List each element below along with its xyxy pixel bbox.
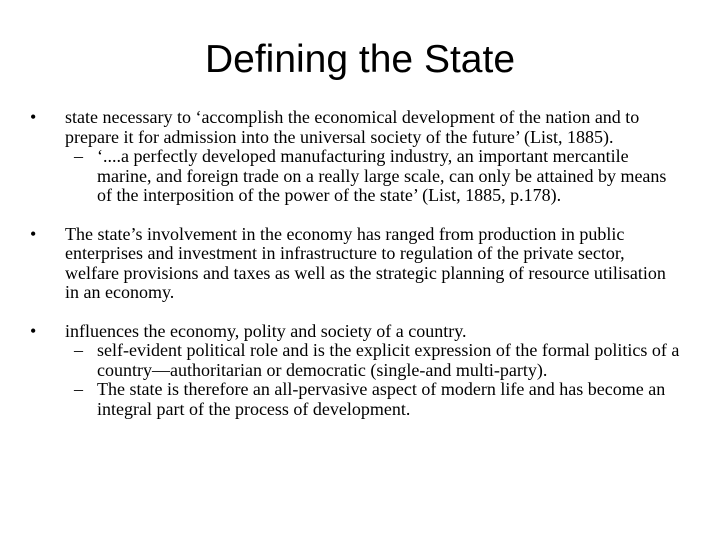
bullet-text: The state’s involvement in the economy has ranged from production in public enterprises and investment in infrastructure to regulation of the private sector, welfare provisions and taxes as well as the strategic planning of resource utilisation in an economy. [65,223,666,302]
spacer [30,303,680,322]
bullet-item [30,322,680,342]
sub-bullet-marker: – [74,379,83,399]
slide-body [30,108,680,419]
bullet-text: state necessary to ‘accomplish the economical development of the nation and to prepare it for admission into the universal society of the future’ (List, 1885). [65,107,640,147]
sub-bullet-item [65,380,680,419]
sub-bullet-text: self-evident political role and is the explicit expression of the formal politics of a country—authoritarian or democratic (single-and multi-party). [97,340,680,380]
bullet-item [30,225,680,303]
sub-bullet-marker: – [74,146,83,166]
bullet-marker: • [30,107,37,127]
bullet-text: influences the economy, polity and society of a country. [65,320,467,341]
sub-bullet-item [65,341,680,380]
sub-bullet-marker: – [74,340,83,360]
bullet-marker: • [30,320,37,341]
bullet-item [30,108,680,147]
sub-bullet-text: The state is therefore an all-pervasive aspect of modern life and has become an integral part of the process of development. [97,379,666,419]
slide-title: Defining the State [204,38,516,81]
sub-bullet-item [65,147,680,206]
spacer [30,206,680,225]
bullet-marker: • [30,223,37,244]
sub-bullet-text: ‘....a perfectly developed manufacturing industry, an important mercantile marine, and foreign trade on a really large scale, can only be attained by means of the interposition of the power of the state’ (List, 1885, p.178). [97,146,667,205]
